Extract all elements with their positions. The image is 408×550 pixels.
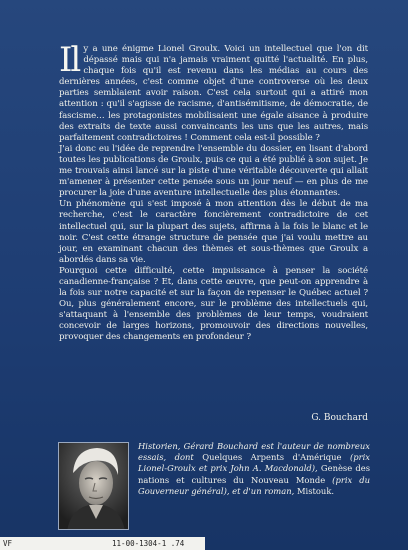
bio-part-3: (prix du Gouverneur général), et d'un roman, [138, 474, 370, 496]
author-bio [138, 441, 370, 497]
blurb-paragraph-1 [59, 40, 368, 144]
bio-book-title-1: Quelques Arpents d'Amérique [202, 452, 342, 463]
bio-book-title-3: Mistouk [296, 485, 332, 496]
author-portrait-image [59, 443, 129, 530]
drop-cap: Il [59, 40, 80, 80]
blurb-paragraph-2: J'ai donc eu l'idée de reprendre l'ensemble du dossier, en lisant d'abord toutes les publications de Groulx, puis ce qui a été publié à son sujet. Je me trouvais ainsi lancé sur la piste d'une véritable découverte qui allait m'amener à présenter cette pensée sous un jour neuf — en plus de me procurer la joie d'une aventure intellectuelle des plus étonnantes. [59, 143, 368, 199]
blurb-paragraph-3: Un phénomène qui s'est imposé à mon attention dès le début de ma recherche, c'est le caractère foncièrement contradictoire de cet intellectuel qui, sur la plupart des sujets, affirma à la fois le blanc et le noir. C'est cette étrange structure de pensée que j'ai voulu mettre au jour, en examinant chacun des thèmes et sous-thèmes que Groulx a abordés dans sa vie. [59, 199, 368, 265]
blurb-text [59, 40, 368, 344]
bio-part-4: . [331, 485, 335, 496]
bio-book-title-2: Genèse des nations et cultures du Nouveau Monde [138, 463, 370, 485]
bio-part-1: Historien, Gérard Bouchard est l'auteur de nombreux essais, dont [138, 441, 370, 463]
library-label-prefix: VF [3, 539, 13, 548]
author-photo [58, 442, 129, 530]
bio-part-2: (prix Lionel-Groulx et prix John A. Macdonald), [138, 452, 371, 474]
author-signature: G. Bouchard [311, 413, 368, 423]
library-label [0, 537, 205, 550]
library-label-code: 11-00-1304-1 .74 [112, 539, 185, 548]
blurb-paragraph-4: Pourquoi cette difficulté, cette impuissance à penser la société canadienne-française ? Et, dans cette œuvre, que peut-on apprendre à la fois sur notre capacité et sur la façon de repenser le Québec actuel ? Ou, plus généralement encore, sur le problème des intellectuels qui, s'attaquant à l'ensemble des problèmes de leur temps, voudraient concevoir de larges horizons, promouvoir des directions nouvelles, provoquer des changements en profondeur ? [59, 265, 368, 343]
blurb-paragraph-1-text: y a une énigme Lionel Groulx. Voici un intellectuel que l'on dit dépassé mais qui n'a jamais vraiment quitté l'actualité. En plus, chaque fois qu'il est revenu dans les médias au cours des dernières années, c'est comme objet d'une controverse où les deux parties semblaient avoir raison. C'est cela surtout qui a attiré mon attention : qu'il s'agisse de racisme, d'antisémitisme, de démocratie, de fascisme… les protagonistes mobilisaient une égale aisance à produire des extraits de texte aussi convaincants les uns que les autres, mais parfaitement contradictoires ! Comment cela est-il possible ? [59, 44, 368, 143]
